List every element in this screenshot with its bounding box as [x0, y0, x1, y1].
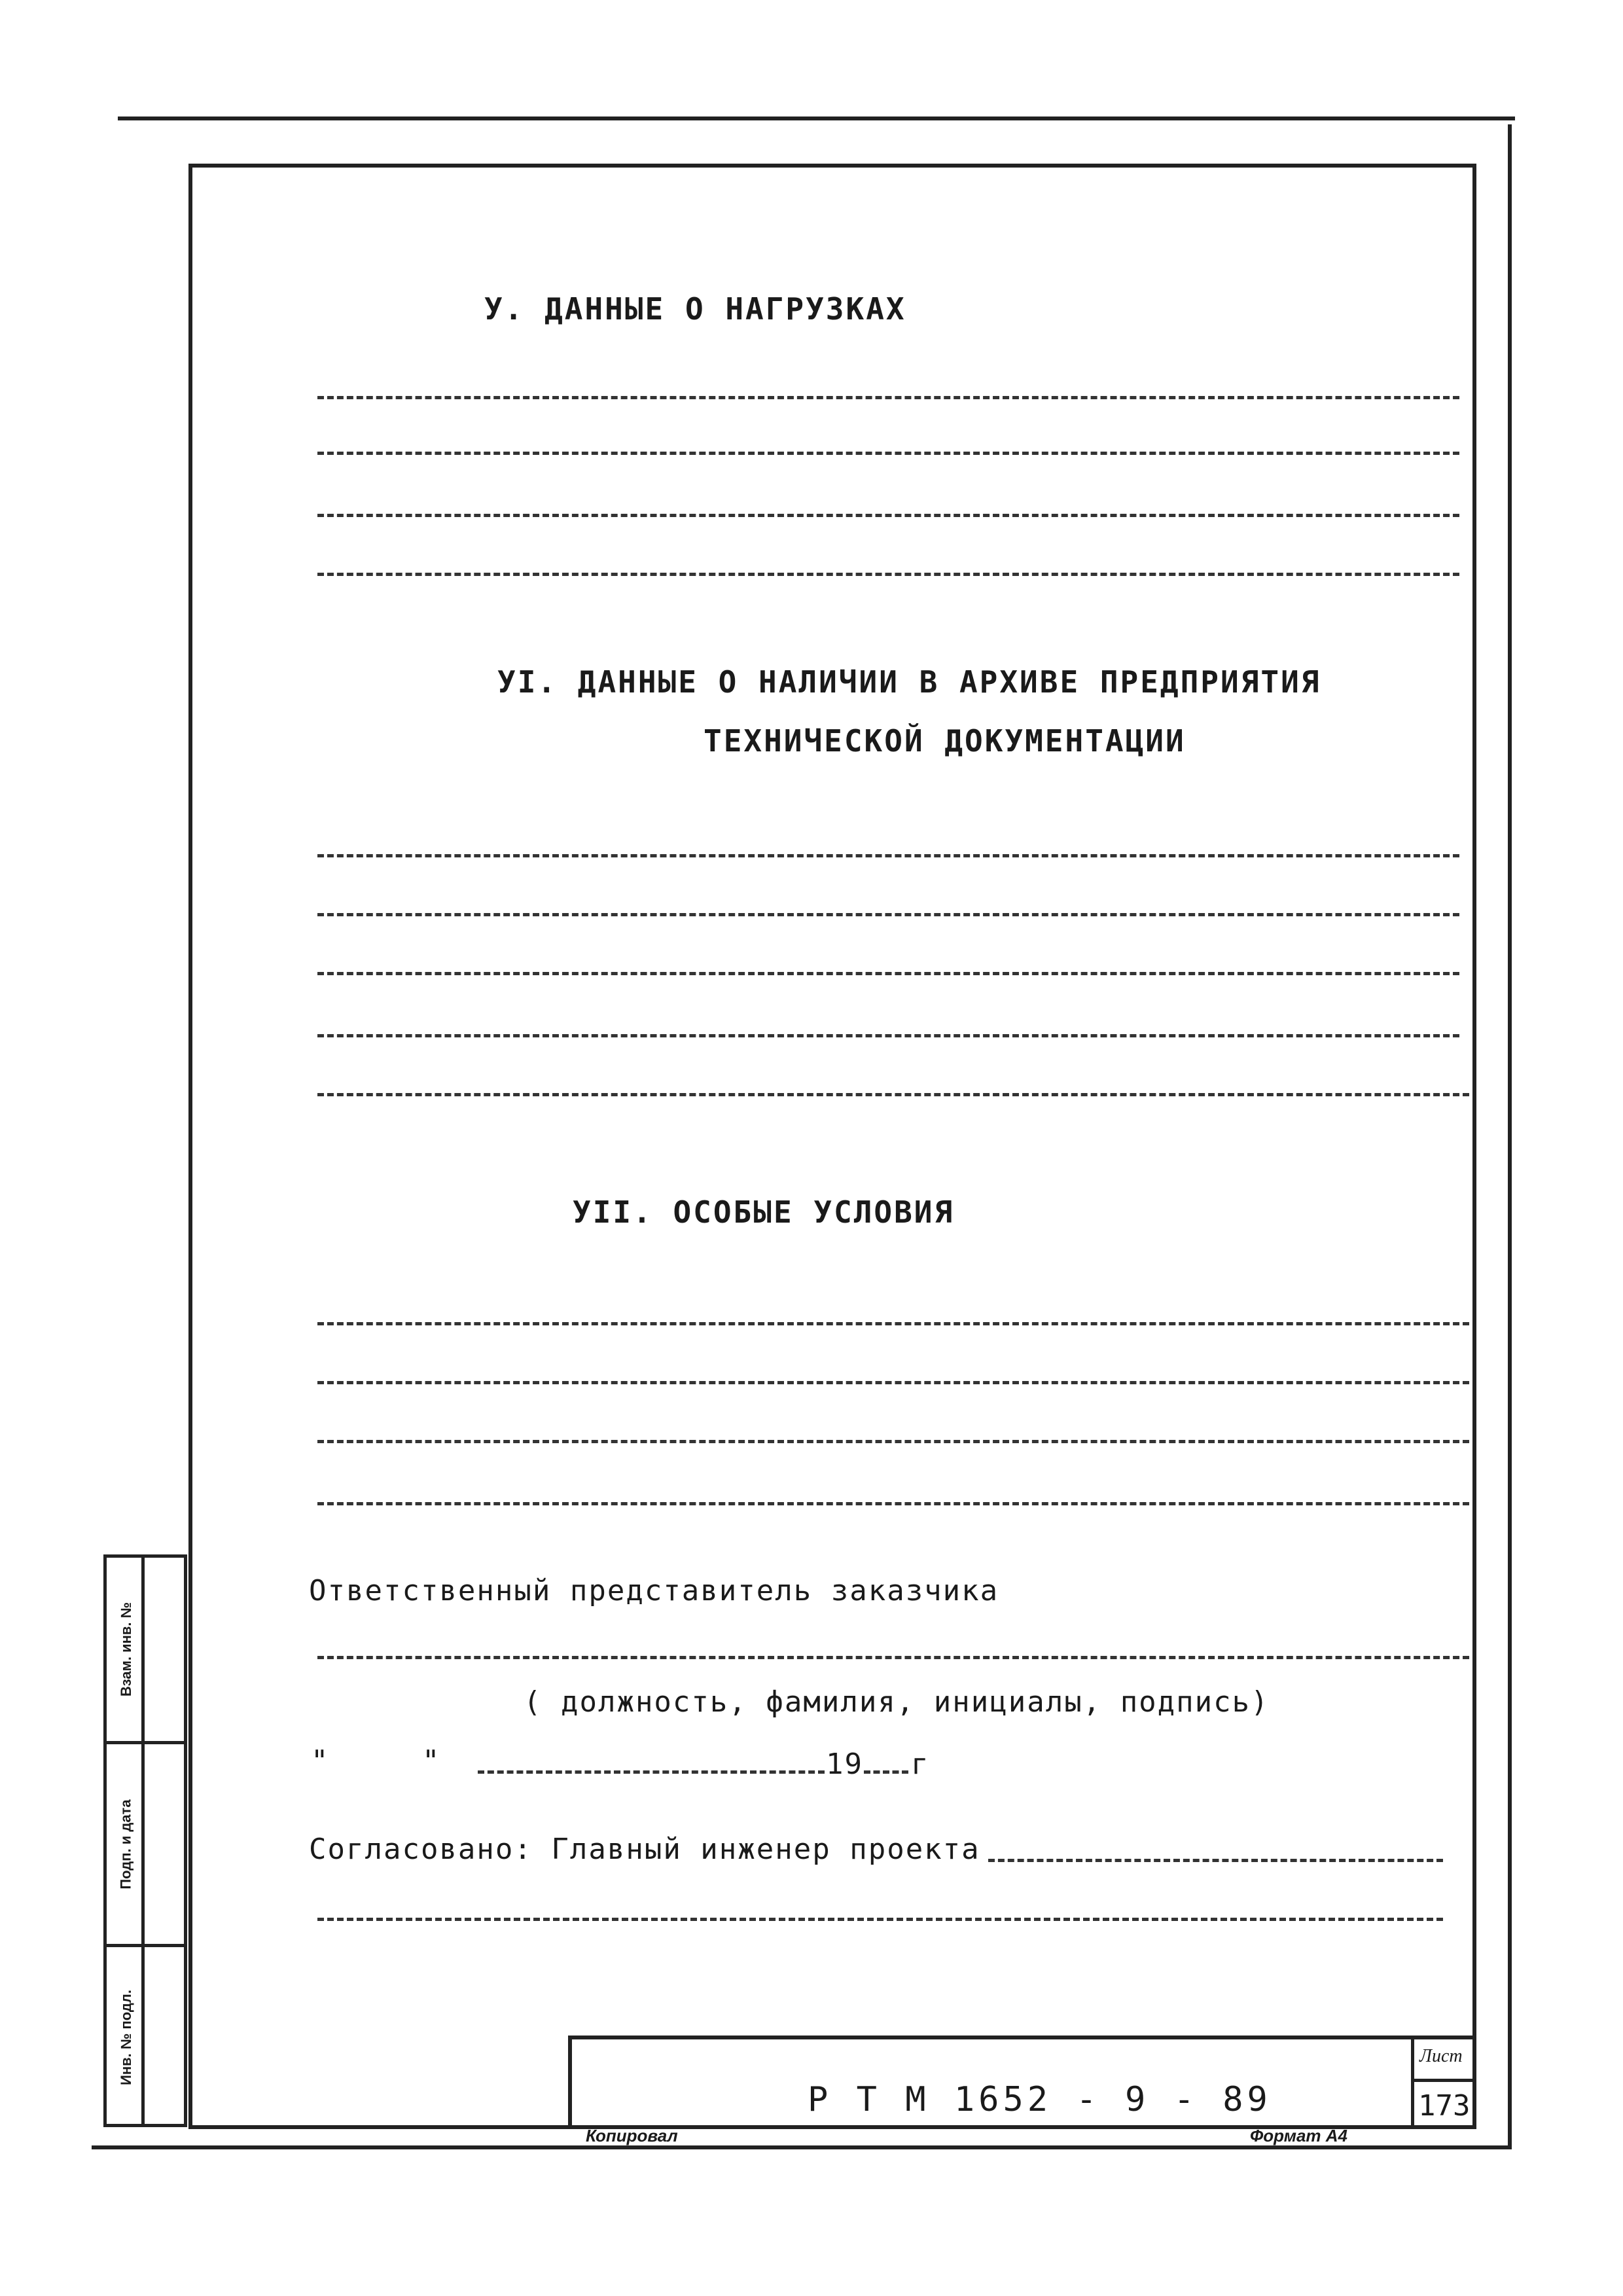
representative-signature-line: [317, 1656, 1469, 1659]
approval-extra-line: [317, 1918, 1443, 1921]
representative-hint: ( должность, фамилия, инициалы, подпись): [524, 1685, 1270, 1719]
blank-line: [317, 1381, 1469, 1384]
date-year-line: [864, 1770, 908, 1774]
blank-line: [317, 514, 1459, 517]
blank-line: [317, 913, 1459, 916]
document-code: Р Т М 1652 - 9 - 89: [808, 2080, 1272, 2119]
section-special-heading: УII. ОСОБЫЕ УСЛОВИЯ: [573, 1194, 955, 1230]
blank-line: [317, 1093, 1469, 1096]
date-day-month-line: [478, 1770, 825, 1774]
sheet-number: 173: [1418, 2089, 1471, 2123]
approval-label: Согласовано: Главный инженер проекта: [309, 1833, 980, 1866]
sheet-divider: [1414, 2079, 1476, 2082]
section-loads-heading: У. ДАННЫЕ О НАГРУЗКАХ: [484, 291, 906, 327]
footer-copied: Копировал: [586, 2126, 678, 2145]
date-year-suffix: г: [911, 1748, 930, 1781]
blank-line: [317, 1322, 1469, 1325]
blank-line: [317, 452, 1459, 455]
blank-line: [317, 972, 1459, 975]
date-close-quote: ": [422, 1744, 441, 1778]
representative-label: Ответственный представитель заказчика: [309, 1574, 999, 1607]
blank-line: [317, 396, 1459, 399]
footer-format: Формат А4: [1250, 2126, 1347, 2145]
approval-signature-line: [988, 1859, 1443, 1862]
blank-line: [317, 1502, 1469, 1505]
side-stamp-original-inv: Инв. № подл.: [118, 1989, 135, 2085]
blank-line: [317, 573, 1459, 576]
side-stamp: [103, 1554, 187, 2127]
side-stamp-signature-date: Подп. и дата: [118, 1799, 135, 1890]
side-stamp-replacement-inv: Взам. инв. №: [118, 1602, 135, 1697]
blank-line: [317, 1034, 1459, 1037]
sheet-column: [1411, 2039, 1476, 2129]
date-year-prefix: 19: [826, 1748, 863, 1781]
section-archive-heading-line2: ТЕХНИЧЕСКОЙ ДОКУМЕНТАЦИИ: [704, 723, 1186, 759]
blank-line: [317, 854, 1459, 857]
blank-line: [317, 1440, 1469, 1443]
title-block: [568, 2036, 1476, 2129]
section-archive-heading-line1: УI. ДАННЫЕ О НАЛИЧИИ В АРХИВЕ ПРЕДПРИЯТИЯ: [497, 664, 1321, 700]
scan-edge-top: [118, 117, 1515, 120]
date-open-quote: ": [311, 1744, 330, 1778]
sheet-label: Лист: [1419, 2046, 1463, 2066]
scan-edge-right: [1508, 124, 1512, 2148]
